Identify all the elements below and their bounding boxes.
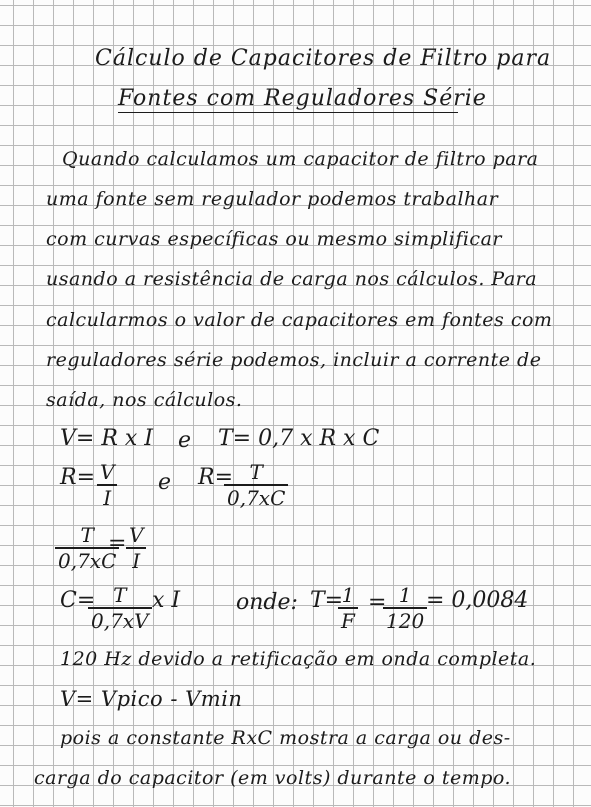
fraction-numerator: V [100, 460, 115, 484]
equation-t-result: = 0,0084 [426, 588, 529, 613]
equation-ohms-law: V= R x I [60, 426, 153, 451]
fraction-denominator: 0,7xV [91, 609, 149, 633]
paragraph-line: com curvas específicas ou mesmo simplificar [46, 228, 502, 250]
paragraph-line: saída, nos cálculos. [46, 389, 243, 411]
paragraph-line: reguladores série podemos, incluir a corrente de [46, 349, 542, 371]
fraction-1-over-f [338, 585, 358, 631]
equation-times-current: x I [152, 588, 181, 613]
paragraph-line: Quando calculamos um capacitor de filtro para [62, 148, 539, 170]
equation-v-pico-min: V= Vpico - Vmin [60, 687, 243, 711]
equals-sign: = [368, 590, 387, 615]
paragraph-line: carga do capacitor (em volts) durante o tempo. [34, 767, 512, 789]
fraction-numerator: T [80, 523, 94, 547]
equation-t-lhs: T= [310, 588, 344, 613]
fraction-denominator: I [132, 549, 141, 573]
fraction-numerator: 1 [341, 583, 355, 607]
title-line-2: Fontes com Reguladores Série [118, 86, 487, 111]
fraction-t-over-07v [88, 585, 152, 631]
fraction-1-over-120 [383, 585, 427, 631]
equation-r2-lhs: R= [198, 465, 233, 490]
onde-label: onde: [236, 590, 298, 615]
paragraph-line: 120 Hz devido a retificação em onda completa. [60, 648, 537, 670]
fraction-denominator: I [103, 486, 112, 510]
fraction-numerator: V [129, 523, 144, 547]
fraction-denominator: 120 [386, 609, 425, 633]
title-line-1: Cálculo de Capacitores de Filtro para [95, 46, 552, 71]
fraction-denominator: 0,7xC [58, 549, 117, 573]
fraction-v-over-i [126, 525, 146, 571]
equation-r-lhs: R= [60, 465, 95, 490]
equation-c-lhs: C= [60, 588, 96, 613]
paragraph-line: pois a constante RxC mostra a carga ou des- [60, 727, 511, 749]
paragraph-line: usando a resistência de carga nos cálculos. Para [46, 268, 538, 290]
fraction-numerator: T [249, 460, 263, 484]
fraction-t-over-07c [224, 462, 288, 508]
equation-conjunction: e [178, 428, 192, 453]
fraction-numerator: 1 [398, 583, 412, 607]
fraction-denominator: F [341, 609, 355, 633]
equation-time-constant: T= 0,7 x R x C [218, 426, 380, 451]
paragraph-line: uma fonte sem regulador podemos trabalhar [46, 188, 499, 210]
equation-conjunction: e [158, 470, 172, 495]
equals-sign: = [108, 531, 127, 556]
fraction-v-over-i [97, 462, 117, 508]
fraction-denominator: 0,7xC [227, 486, 286, 510]
fraction-numerator: T [113, 583, 127, 607]
paragraph-line: calcularmos o valor de capacitores em fontes com [46, 309, 553, 331]
title-underline [118, 112, 458, 113]
